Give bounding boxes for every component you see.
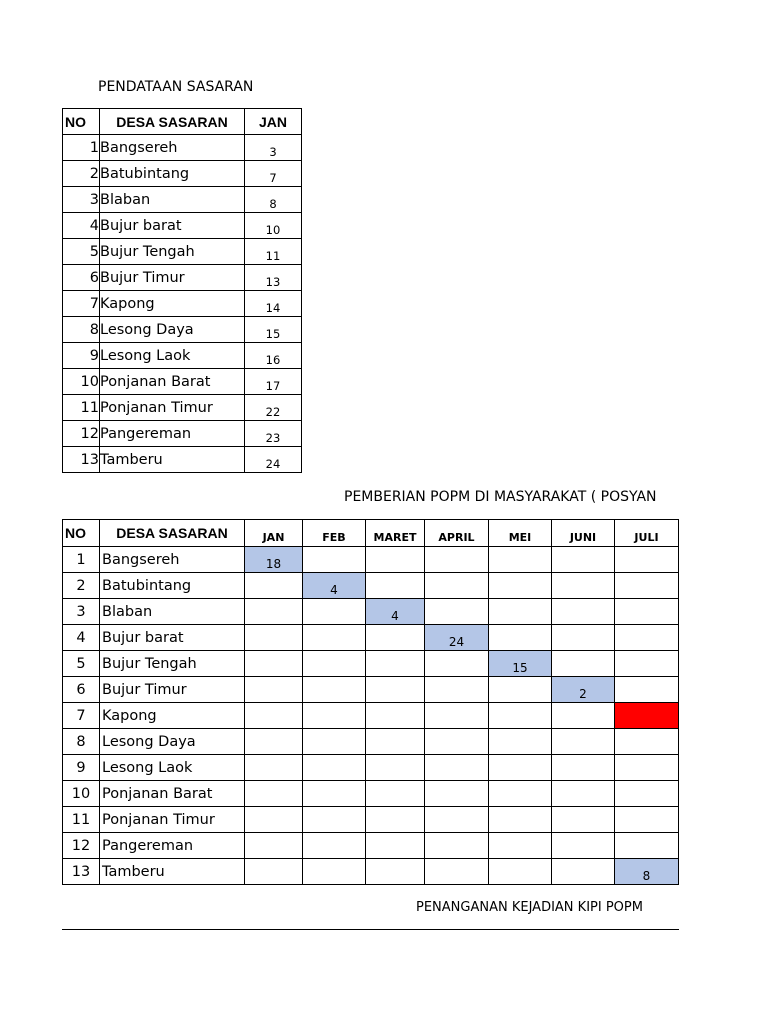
- month-cell: [552, 755, 615, 781]
- row-desa: Blaban: [100, 187, 245, 213]
- row-desa: Kapong: [100, 291, 245, 317]
- header-desa: DESA SASARAN: [100, 109, 245, 135]
- row-desa: Lesong Laok: [100, 755, 245, 781]
- month-cell: [303, 651, 366, 677]
- row-no: 8: [63, 317, 100, 343]
- row-desa: Ponjanan Barat: [100, 369, 245, 395]
- month-cell: 4: [303, 573, 366, 599]
- table-row: [63, 395, 302, 421]
- month-cell: [489, 677, 552, 703]
- month-cell: [615, 547, 679, 573]
- header-juni: JUNI: [552, 520, 615, 547]
- row-jan: 7: [245, 161, 302, 187]
- row-desa: Bujur Tengah: [100, 651, 245, 677]
- table-row: [63, 343, 302, 369]
- month-cell: 2: [552, 677, 615, 703]
- row-desa: Bujur Timur: [100, 677, 245, 703]
- header-feb: FEB: [303, 520, 366, 547]
- table-row: [63, 599, 679, 625]
- month-cell: 24: [425, 625, 489, 651]
- month-cell: [366, 573, 425, 599]
- row-desa: Ponjanan Barat: [100, 781, 245, 807]
- month-cell: [425, 599, 489, 625]
- row-jan: 24: [245, 447, 302, 473]
- row-jan: 10: [245, 213, 302, 239]
- section2-title: PEMBERIAN POPM DI MASYARAKAT ( POSYAN: [344, 489, 657, 505]
- header-april: APRIL: [425, 520, 489, 547]
- table-row: [63, 651, 679, 677]
- month-cell: [303, 703, 366, 729]
- month-cell: 15: [489, 651, 552, 677]
- table-row: [63, 781, 679, 807]
- month-cell: [366, 781, 425, 807]
- row-no: 10: [63, 369, 100, 395]
- row-no: 3: [63, 599, 100, 625]
- row-no: 1: [63, 547, 100, 573]
- table-row: [63, 447, 302, 473]
- table-row: [63, 703, 679, 729]
- month-cell: [615, 755, 679, 781]
- header-jan: JAN: [245, 109, 302, 135]
- month-cell: [303, 807, 366, 833]
- row-no: 11: [63, 807, 100, 833]
- table-row: [63, 187, 302, 213]
- row-desa: Tamberu: [100, 859, 245, 885]
- month-cell: [552, 859, 615, 885]
- row-jan: 13: [245, 265, 302, 291]
- month-cell: [552, 625, 615, 651]
- month-cell: [489, 573, 552, 599]
- section1-title: PENDATAAN SASARAN: [98, 79, 254, 95]
- row-no: 8: [63, 729, 100, 755]
- row-desa: Ponjanan Timur: [100, 395, 245, 421]
- month-cell: [366, 547, 425, 573]
- month-cell: [552, 573, 615, 599]
- table-row: [63, 547, 679, 573]
- month-cell: [489, 599, 552, 625]
- month-cell: [366, 859, 425, 885]
- row-jan: 16: [245, 343, 302, 369]
- month-cell: [366, 729, 425, 755]
- month-cell: 8: [615, 859, 679, 885]
- row-desa: Bujur Tengah: [100, 239, 245, 265]
- table-row: [63, 421, 302, 447]
- month-cell: [552, 807, 615, 833]
- row-desa: Bangsereh: [100, 135, 245, 161]
- month-cell: [425, 573, 489, 599]
- month-cell: [245, 677, 303, 703]
- month-cell: [245, 729, 303, 755]
- table-row: [63, 265, 302, 291]
- month-cell: [245, 703, 303, 729]
- month-cell: [425, 859, 489, 885]
- table-row: [63, 239, 302, 265]
- month-cell: [425, 781, 489, 807]
- table-row: [63, 625, 679, 651]
- row-no: 3: [63, 187, 100, 213]
- month-cell: [366, 833, 425, 859]
- row-desa: Bujur Timur: [100, 265, 245, 291]
- month-cell: [245, 651, 303, 677]
- month-cell: [366, 807, 425, 833]
- header-no: NO: [63, 109, 100, 135]
- row-jan: 11: [245, 239, 302, 265]
- row-desa: Lesong Daya: [100, 729, 245, 755]
- row-desa: Bujur barat: [100, 625, 245, 651]
- table-row: [63, 573, 679, 599]
- month-cell: [552, 729, 615, 755]
- month-cell: [615, 729, 679, 755]
- month-cell: [425, 677, 489, 703]
- row-no: 12: [63, 833, 100, 859]
- row-jan: 23: [245, 421, 302, 447]
- month-cell: [489, 781, 552, 807]
- header-no: NO: [63, 520, 100, 547]
- row-no: 4: [63, 213, 100, 239]
- month-cell: [303, 729, 366, 755]
- month-cell: [552, 703, 615, 729]
- table-row: [63, 677, 679, 703]
- sasaran-table: [62, 108, 302, 473]
- month-cell: [303, 547, 366, 573]
- month-cell: [489, 859, 552, 885]
- month-cell: [489, 703, 552, 729]
- row-no: 1: [63, 135, 100, 161]
- row-no: 5: [63, 651, 100, 677]
- header-juli: JULI: [615, 520, 679, 547]
- row-no: 9: [63, 755, 100, 781]
- month-cell: [615, 833, 679, 859]
- month-cell: [245, 625, 303, 651]
- month-cell: [425, 703, 489, 729]
- month-cell: [245, 833, 303, 859]
- month-cell: [303, 625, 366, 651]
- month-cell: [366, 651, 425, 677]
- month-cell: [552, 651, 615, 677]
- row-no: 7: [63, 291, 100, 317]
- row-no: 2: [63, 161, 100, 187]
- row-desa: Lesong Daya: [100, 317, 245, 343]
- table-row: [63, 833, 679, 859]
- month-cell: [425, 833, 489, 859]
- month-cell: [303, 677, 366, 703]
- row-desa: Bangsereh: [100, 547, 245, 573]
- row-no: 11: [63, 395, 100, 421]
- row-desa: Bujur barat: [100, 213, 245, 239]
- month-cell: [366, 703, 425, 729]
- row-jan: 15: [245, 317, 302, 343]
- row-desa: Lesong Laok: [100, 343, 245, 369]
- table-row: [63, 807, 679, 833]
- month-cell: [303, 755, 366, 781]
- row-desa: Pangereman: [100, 421, 245, 447]
- month-cell: [552, 833, 615, 859]
- month-cell: [425, 651, 489, 677]
- month-cell: [615, 807, 679, 833]
- month-cell: [303, 599, 366, 625]
- month-cell: [245, 781, 303, 807]
- month-cell: [366, 755, 425, 781]
- month-cell: [425, 755, 489, 781]
- table-row: [63, 755, 679, 781]
- month-cell: [489, 755, 552, 781]
- month-cell: 4: [366, 599, 425, 625]
- row-no: 6: [63, 677, 100, 703]
- month-cell: [303, 781, 366, 807]
- header-mei: MEI: [489, 520, 552, 547]
- row-jan: 8: [245, 187, 302, 213]
- row-jan: 17: [245, 369, 302, 395]
- month-cell: [552, 781, 615, 807]
- month-cell: [615, 599, 679, 625]
- row-desa: Pangereman: [100, 833, 245, 859]
- month-cell: [366, 625, 425, 651]
- row-desa: Batubintang: [100, 161, 245, 187]
- divider: [62, 929, 679, 930]
- row-no: 13: [63, 859, 100, 885]
- table-row: [63, 369, 302, 395]
- month-cell: [489, 729, 552, 755]
- month-cell: [245, 573, 303, 599]
- row-jan: 3: [245, 135, 302, 161]
- row-no: 10: [63, 781, 100, 807]
- header-desa: DESA SASARAN: [100, 520, 245, 547]
- month-cell: [615, 703, 679, 729]
- table-row: [63, 161, 302, 187]
- row-no: 2: [63, 573, 100, 599]
- month-cell: [425, 729, 489, 755]
- month-cell: [489, 625, 552, 651]
- table-row: [63, 213, 302, 239]
- month-cell: [615, 781, 679, 807]
- section3-title: PENANGANAN KEJADIAN KIPI POPM: [416, 900, 643, 915]
- month-cell: [366, 677, 425, 703]
- month-cell: [615, 573, 679, 599]
- row-no: 9: [63, 343, 100, 369]
- table-row: [63, 729, 679, 755]
- row-no: 4: [63, 625, 100, 651]
- header-maret: MARET: [366, 520, 425, 547]
- popm-table: [62, 519, 679, 885]
- month-cell: [615, 651, 679, 677]
- table-row: [63, 291, 302, 317]
- row-jan: 22: [245, 395, 302, 421]
- month-cell: [303, 859, 366, 885]
- table-header-row: [63, 520, 679, 547]
- row-desa: Tamberu: [100, 447, 245, 473]
- header-jan: JAN: [245, 520, 303, 547]
- month-cell: [552, 599, 615, 625]
- row-jan: 14: [245, 291, 302, 317]
- month-cell: [489, 807, 552, 833]
- month-cell: [489, 547, 552, 573]
- row-no: 5: [63, 239, 100, 265]
- month-cell: [425, 807, 489, 833]
- month-cell: [245, 599, 303, 625]
- month-cell: [245, 859, 303, 885]
- row-desa: Ponjanan Timur: [100, 807, 245, 833]
- row-desa: Blaban: [100, 599, 245, 625]
- month-cell: [489, 833, 552, 859]
- month-cell: [552, 547, 615, 573]
- month-cell: [615, 625, 679, 651]
- month-cell: [303, 833, 366, 859]
- row-no: 12: [63, 421, 100, 447]
- month-cell: [245, 807, 303, 833]
- table-row: [63, 135, 302, 161]
- month-cell: [245, 755, 303, 781]
- row-desa: Kapong: [100, 703, 245, 729]
- table-row: [63, 317, 302, 343]
- month-cell: [425, 547, 489, 573]
- row-no: 7: [63, 703, 100, 729]
- month-cell: 18: [245, 547, 303, 573]
- row-no: 6: [63, 265, 100, 291]
- table-header-row: [63, 109, 302, 135]
- month-cell: [615, 677, 679, 703]
- row-no: 13: [63, 447, 100, 473]
- table-row: [63, 859, 679, 885]
- row-desa: Batubintang: [100, 573, 245, 599]
